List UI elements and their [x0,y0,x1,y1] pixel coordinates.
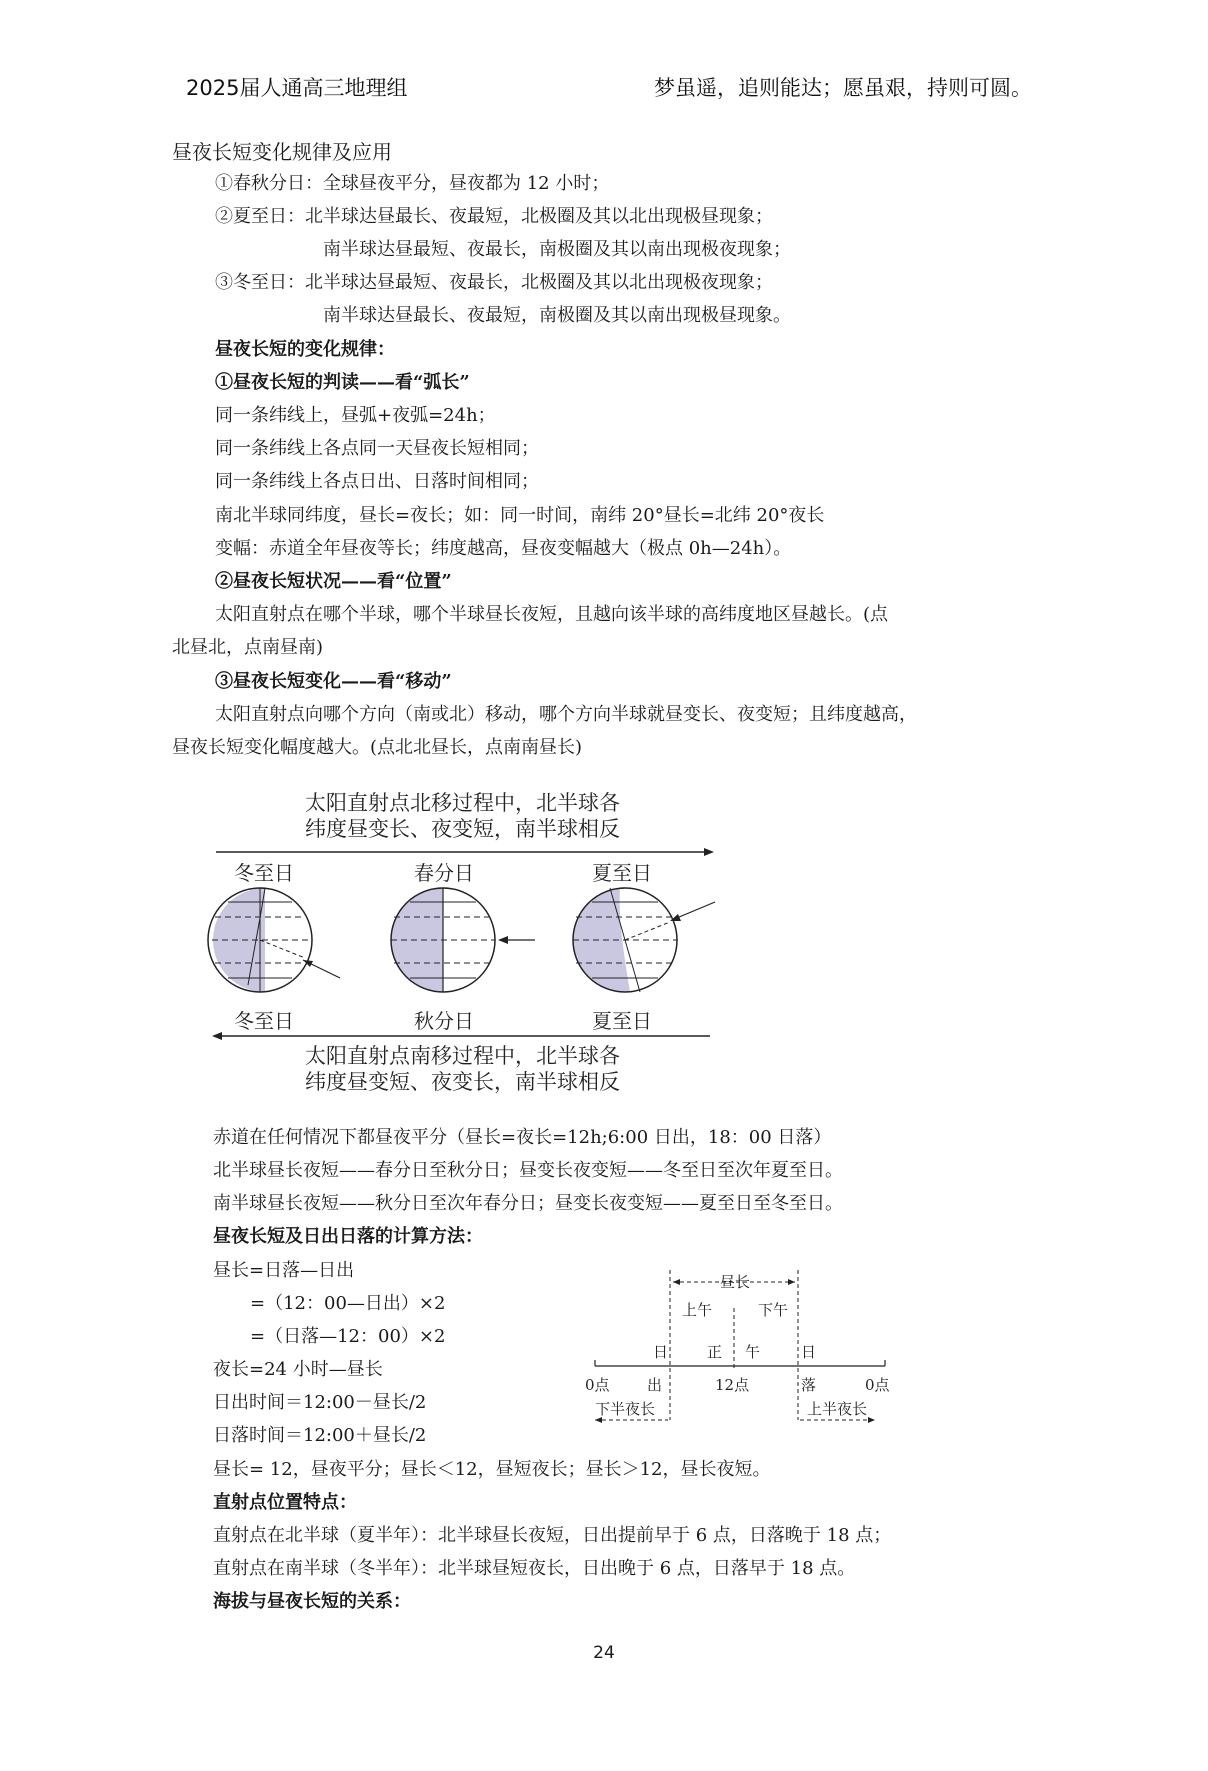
arrow-head [212,1032,222,1040]
page-number: 24 [593,1643,615,1663]
text-line: 太阳直射点在哪个半球，哪个半球昼长夜短，且越向该半球的高纬度地区昼越长。(点 [215,604,889,625]
formula-line: =（12：00—日出）×2 [250,1293,446,1314]
text-line: ①春秋分日：全球昼夜平分，昼夜都为 12 小时； [215,173,610,194]
formula-line: 日出时间＝12:00－昼长/2 [213,1392,427,1413]
label-winter-solstice-bottom: 冬至日 [234,1009,294,1033]
text-line: 同一条纬线上，昼弧+夜弧=24h； [215,405,496,426]
label-zheng: 正 [707,1343,723,1361]
label-morning: 上午 [682,1301,713,1319]
subsection-heading: ②昼夜长短状况——看“位置” [215,571,452,592]
diagram-top-caption: 纬度昼变长、夜变短，南半球相反 [305,817,620,841]
text-line: 南半球达昼最短、夜最长，南极圈及其以南出现极夜现象； [323,239,791,260]
text-line: 南半球达昼最长、夜最短，南极圈及其以南出现极昼现象。 [323,305,791,326]
text-line: 北昼北，点南昼南) [172,637,324,658]
globe-winter-solstice [208,888,340,992]
text-line: 赤道在任何情况下都昼夜平分（昼长=夜长=12h;6:00 日出，18：00 日落） [213,1127,832,1148]
text-line: ②夏至日：北半球达昼最长、夜最短，北极圈及其以北出现极昼现象； [215,206,773,227]
text-line: 昼夜长短变化幅度越大。(点北北昼长，点南南昼长) [172,737,583,758]
label-lower-night: 下半夜长 [595,1400,656,1418]
diagram-bottom-caption: 纬度昼变短、夜变长，南半球相反 [305,1070,620,1094]
text-line: ③冬至日：北半球达昼最短、夜最长，北极圈及其以北出现极夜现象； [215,272,773,293]
label-autumn-equinox: 秋分日 [414,1009,474,1033]
day-length-timeline [585,1270,915,1440]
label-wu: 午 [745,1343,761,1361]
subsection-heading: 直射点位置特点： [213,1492,357,1513]
text-line: 同一条纬线上各点日出、日落时间相同； [215,471,539,492]
subsection-heading: 昼夜长短及日出日落的计算方法： [213,1226,483,1247]
subsection-heading: ③昼夜长短变化——看“移动” [215,671,452,692]
formula-line: 日落时间＝12:00＋昼长/2 [213,1425,427,1446]
diagram-bottom-caption: 太阳直射点南移过程中，北半球各 [305,1044,620,1068]
label-midnight-start: 0点 [585,1376,610,1394]
text-line: 南半球昼长夜短——秋分日至次年春分日；昼变长夜变短——夏至日至冬至日。 [213,1193,843,1214]
subsection-heading: 昼夜长短的变化规律： [215,339,395,360]
text-line: 直射点在北半球（夏半年）：北半球昼长夜短，日出提前早于 6 点，日落晚于 18 点； [213,1525,892,1546]
text-line: 昼长= 12，昼夜平分；昼长＜12，昼短夜长；昼长＞12，昼长夜短。 [213,1459,771,1480]
label-afternoon: 下午 [758,1301,789,1319]
diagram-top-caption: 太阳直射点北移过程中，北半球各 [305,791,620,815]
label-sunrise-ri: 日 [653,1343,669,1361]
label-midnight-end: 0点 [865,1376,890,1394]
label-upper-night: 上半夜长 [807,1400,868,1418]
label-day-length: 昼长 [720,1273,751,1291]
text-line: 南北半球同纬度，昼长=夜长；如：同一时间，南纬 20°昼长=北纬 20°夜长 [215,505,825,526]
text-line: 直射点在南半球（冬半年）：北半球昼短夜长，日出晚于 6 点，日落早于 18 点。 [213,1558,856,1579]
label-winter-solstice: 冬至日 [234,861,294,885]
globe-equinox [391,888,535,992]
formula-line: 昼长=日落—日出 [213,1260,355,1281]
subsection-heading: 海拔与昼夜长短的关系： [213,1591,411,1612]
label-sunset-ri: 日 [801,1343,817,1361]
arrow-head [704,848,714,856]
label-noon: 12点 [715,1376,750,1394]
formula-line: =（日落—12：00）×2 [250,1326,446,1347]
text-line: 太阳直射点向哪个方向（南或北）移动，哪个方向半球就昼变长、夜变短；且纬度越高， [215,704,917,725]
formula-line: 夜长=24 小时—昼长 [213,1359,383,1380]
label-summer-solstice-bottom: 夏至日 [592,1009,652,1033]
globe-summer-solstice [573,888,715,992]
label-chu: 出 [647,1376,663,1394]
text-line: 同一条纬线上各点同一天昼夜长短相同； [215,438,539,459]
label-luo: 落 [801,1376,817,1394]
header-left: 2025届人通高三地理组 [186,76,408,100]
section-title: 昼夜长短变化规律及应用 [172,140,392,164]
label-spring-equinox: 春分日 [414,861,474,885]
header-motto: 梦虽遥，追则能达；愿虽艰，持则可圆。 [654,76,1032,100]
solar-movement-diagram [200,780,740,1100]
text-line: 北半球昼长夜短——春分日至秋分日；昼变长夜变短——冬至日至次年夏至日。 [213,1160,843,1181]
text-line: 变幅：赤道全年昼夜等长；纬度越高，昼夜变幅越大（极点 0h—24h）。 [215,538,792,559]
subsection-heading: ①昼夜长短的判读——看“弧长” [215,372,470,393]
label-summer-solstice: 夏至日 [592,861,652,885]
